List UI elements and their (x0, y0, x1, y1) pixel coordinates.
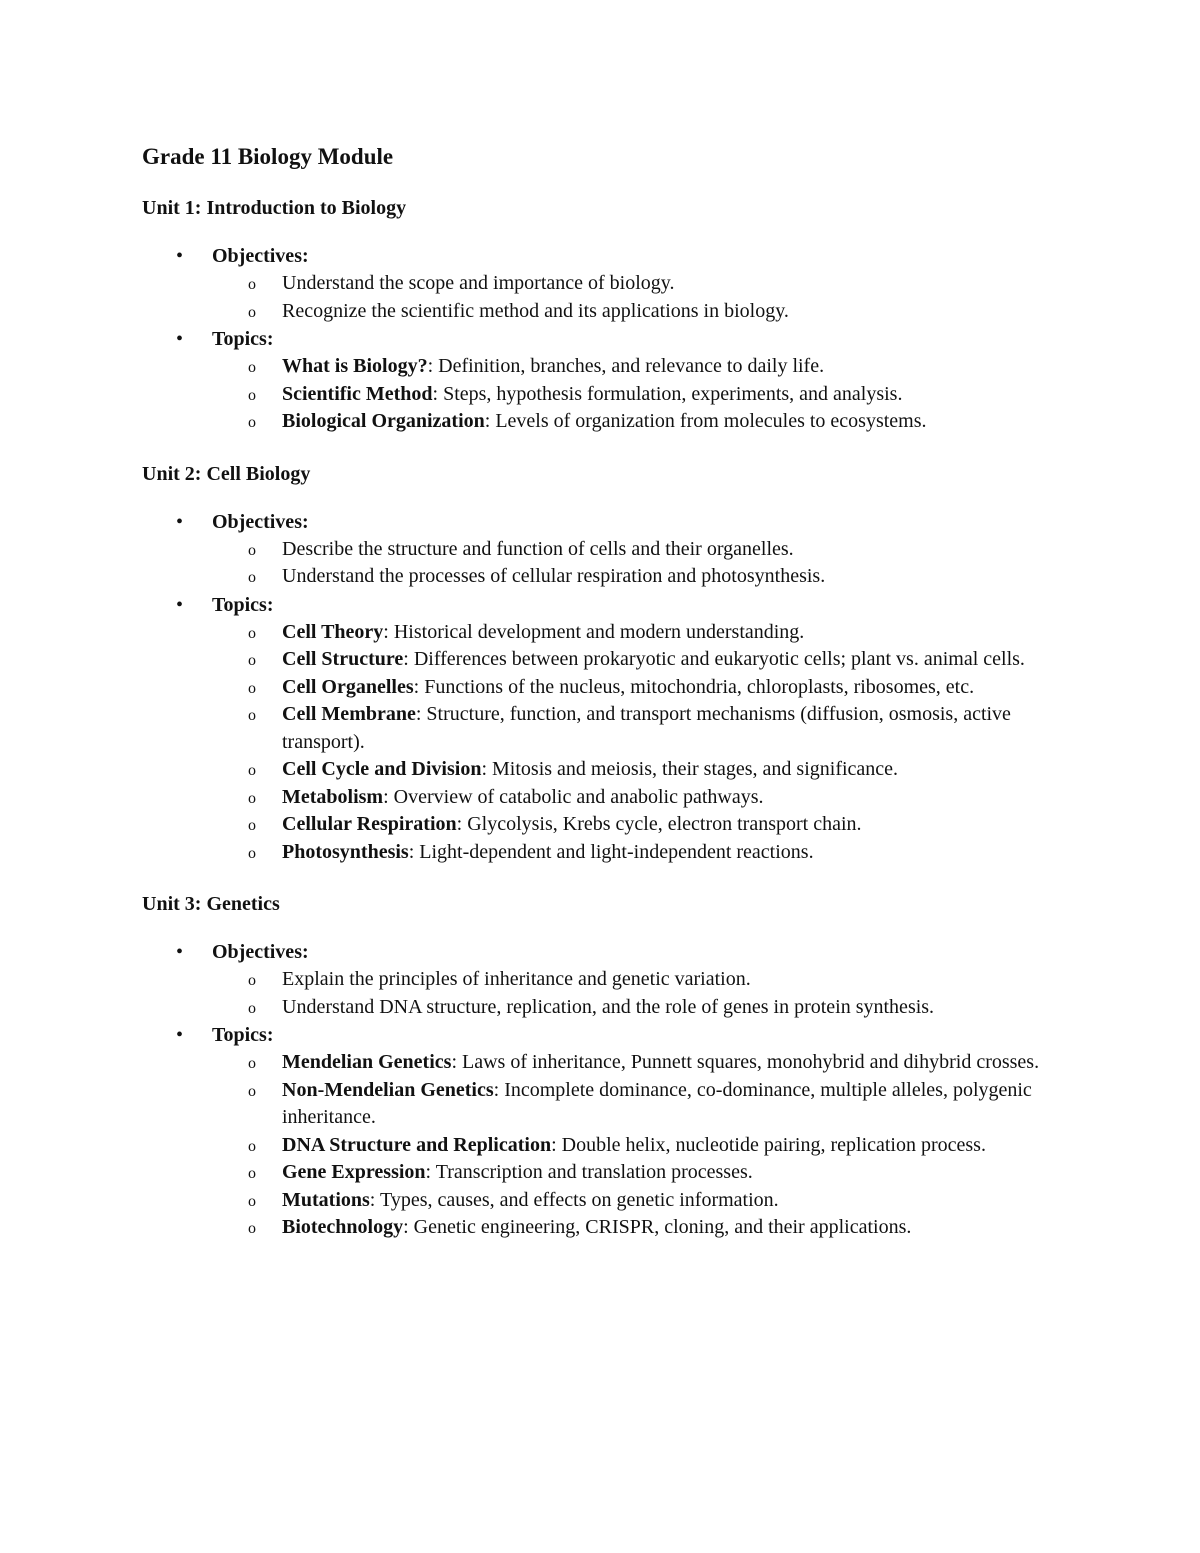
objectives-label: Objectives: (212, 245, 309, 267)
topic-description: : Mitosis and meiosis, their stages, and significance. (481, 758, 899, 780)
unit-outline (142, 508, 1082, 867)
topic-item (212, 619, 1082, 647)
topic-description: : Genetic engineering, CRISPR, cloning, and their applications. (403, 1216, 912, 1238)
bullet-icon: • (176, 510, 184, 533)
objectives-item (142, 242, 1082, 325)
objective-text: Understand DNA structure, replication, and the role of genes in protein synthesis. (282, 995, 935, 1018)
topic-name: Cell Structure (282, 648, 404, 670)
sub-bullet-icon: o (248, 359, 256, 376)
topic-name: Non-Mendelian Genetics (282, 1078, 494, 1101)
topics-item (142, 1021, 1082, 1242)
sub-bullet-icon: o (248, 972, 256, 989)
topic-description: : Steps, hypothesis formulation, experiments, and analysis. (432, 382, 903, 405)
bullet-icon: • (176, 593, 184, 616)
topics-item (142, 325, 1082, 436)
sub-bullet-icon: o (248, 303, 256, 321)
topic-item (212, 784, 1082, 812)
topic-description: : Levels of organization from molecules to ecosystems. (484, 410, 927, 432)
topic-name: Mendelian Genetics (282, 1051, 452, 1073)
topic-name: Biotechnology (282, 1216, 404, 1238)
sub-bullet-icon: o (248, 999, 256, 1017)
sub-bullet-icon: o (248, 1192, 256, 1210)
topic-name: Scientific Method (282, 382, 433, 405)
sub-bullet-icon: o (248, 1055, 256, 1072)
topic-name: Mutations (282, 1188, 370, 1211)
objectives-list (212, 536, 1082, 591)
topic-item (212, 1214, 1082, 1242)
objectives-list (212, 966, 1082, 1021)
topic-item (212, 839, 1082, 867)
sub-bullet-icon: o (248, 386, 256, 404)
sub-bullet-icon: o (248, 1220, 256, 1237)
sub-bullet-icon: o (248, 541, 256, 559)
topics-item (142, 591, 1082, 867)
unit-section (142, 890, 1082, 1242)
topic-description: : Glycolysis, Krebs cycle, electron transport chain. (456, 813, 862, 835)
objectives-item (142, 508, 1082, 591)
sub-bullet-icon: o (248, 789, 256, 807)
unit-title: Unit 2: Cell Biology (142, 462, 311, 485)
objective-text: Describe the structure and function of cells and their organelles. (282, 537, 794, 560)
sub-bullet-icon: o (248, 624, 256, 642)
topic-name: Cell Theory (282, 620, 384, 643)
topic-description: : Definition, branches, and relevance to daily life. (427, 355, 825, 377)
units-container (142, 194, 1082, 1242)
unit-outline (142, 242, 1082, 436)
unit-title: Unit 3: Genetics (142, 893, 280, 915)
topic-name: Gene Expression (282, 1161, 426, 1183)
topic-description: : Transcription and translation processes. (425, 1161, 753, 1183)
sub-bullet-icon: o (248, 707, 256, 724)
topic-name: Cell Membrane (282, 703, 416, 725)
topic-name: DNA Structure and Replication (282, 1133, 552, 1156)
objectives-label: Objectives: (212, 941, 309, 963)
topic-name: Cell Cycle and Division (282, 758, 482, 780)
unit-outline (142, 938, 1082, 1242)
objective-text: Understand the processes of cellular respiration and photosynthesis. (282, 565, 826, 587)
sub-bullet-icon: o (248, 414, 256, 431)
topic-item (212, 1132, 1082, 1160)
sub-bullet-icon: o (248, 569, 256, 586)
topic-name: What is Biology? (282, 355, 428, 377)
topic-description: : Differences between prokaryotic and eukaryotic cells; plant vs. animal cells. (403, 648, 1025, 670)
topic-description: : Laws of inheritance, Punnett squares, monohybrid and dihybrid crosses. (451, 1051, 1040, 1073)
objective-text: Understand the scope and importance of biology. (282, 272, 675, 294)
sub-bullet-icon: o (248, 817, 256, 834)
objective-item (212, 994, 1082, 1022)
topic-name: Photosynthesis (282, 840, 409, 863)
topic-item (212, 1049, 1082, 1077)
topic-description: : Light-dependent and light-independent reactions. (408, 840, 814, 863)
objective-item (212, 966, 1082, 994)
topic-item (212, 674, 1082, 702)
topic-description: : Historical development and modern understanding. (383, 620, 805, 643)
topic-description: : Types, causes, and effects on genetic information. (369, 1188, 779, 1211)
sub-bullet-icon: o (248, 652, 256, 669)
sub-bullet-icon: o (248, 1082, 256, 1100)
bullet-icon: • (176, 1024, 184, 1046)
topic-item (212, 811, 1082, 839)
topic-item (212, 381, 1082, 409)
topic-description: : Incomplete dominance, co-dominance, multiple alleles, polygenic inheritance. (282, 1078, 1032, 1128)
document-page (142, 140, 1082, 1266)
unit-section (142, 460, 1082, 867)
topic-description: : Structure, function, and transport mechanisms (diffusion, osmosis, active transport). (282, 703, 1011, 753)
sub-bullet-icon: o (248, 844, 256, 862)
objective-item (212, 298, 1082, 326)
bullet-icon: • (176, 245, 184, 267)
topic-description: : Overview of catabolic and anabolic pathways. (383, 785, 764, 808)
topic-item (212, 646, 1082, 674)
objective-text: Explain the principles of inheritance and genetic variation. (282, 968, 751, 990)
sub-bullet-icon: o (248, 276, 256, 293)
topics-list (212, 353, 1082, 436)
sub-bullet-icon: o (248, 1137, 256, 1155)
topic-name: Biological Organization (282, 410, 485, 432)
topic-name: Metabolism (282, 785, 384, 808)
topic-item (212, 408, 1082, 436)
objective-item (212, 563, 1082, 591)
topic-item (212, 1159, 1082, 1187)
topics-label: Topics: (212, 1024, 274, 1046)
document-title: Grade 11 Biology Module (142, 144, 394, 169)
objectives-list (212, 270, 1082, 325)
topic-item (212, 701, 1082, 756)
objective-item (212, 536, 1082, 564)
topic-name: Cellular Respiration (282, 813, 457, 835)
topics-list (212, 1049, 1082, 1242)
topics-list (212, 619, 1082, 867)
bullet-icon: • (176, 328, 184, 350)
unit-title: Unit 1: Introduction to Biology (142, 197, 407, 219)
topic-item (212, 1077, 1082, 1132)
topic-description: : Double helix, nucleotide pairing, replication process. (551, 1133, 986, 1156)
objectives-item (142, 938, 1082, 1021)
unit-section (142, 194, 1082, 436)
topic-name: Cell Organelles (282, 675, 414, 698)
objectives-label: Objectives: (212, 510, 309, 533)
sub-bullet-icon: o (248, 762, 256, 779)
topic-item (212, 1187, 1082, 1215)
sub-bullet-icon: o (248, 1165, 256, 1182)
objective-item (212, 270, 1082, 298)
topic-item (212, 756, 1082, 784)
objective-text: Recognize the scientific method and its applications in biology. (282, 299, 789, 322)
topics-label: Topics: (212, 328, 274, 350)
topic-item (212, 353, 1082, 381)
bullet-icon: • (176, 941, 184, 963)
sub-bullet-icon: o (248, 679, 256, 697)
topic-description: : Functions of the nucleus, mitochondria, chloroplasts, ribosomes, etc. (413, 675, 975, 698)
topics-label: Topics: (212, 593, 274, 616)
